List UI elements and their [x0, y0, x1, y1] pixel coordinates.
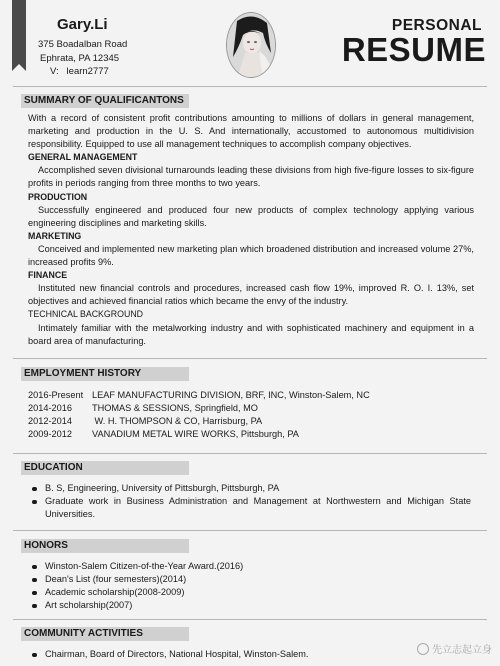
- list-item: Dean's List (four semesters)(2014): [29, 573, 471, 586]
- employment-row: 2014-2016 THOMAS & SESSIONS, Springfield, MO: [28, 403, 258, 414]
- divider: [13, 86, 487, 87]
- bookmark-ribbon: [12, 0, 26, 64]
- summary-subheading: FINANCE: [28, 270, 68, 281]
- summary-paragraph: Conceived and implemented new marketing plan which broadened distribution and increased volume 27%, increased profits 9%.: [28, 243, 474, 268]
- section-heading-employment: EMPLOYMENT HISTORY: [21, 367, 189, 381]
- list-item: Chairman, Board of Directors, National Hospital, Winston-Salem.: [29, 648, 471, 661]
- summary-body: [28, 112, 474, 348]
- profile-photo: [226, 12, 276, 78]
- list-item: B. S, Engineering, University of Pittsburgh, Pittsburgh, PA: [29, 482, 471, 495]
- address-line-1: 375 Boadalban Road: [38, 39, 128, 50]
- summary-subheading: MARKETING: [28, 230, 82, 241]
- section-heading-education: EDUCATION: [21, 461, 189, 475]
- community-list: [29, 648, 471, 661]
- divider: [13, 358, 487, 359]
- list-item: Art scholarship(2007): [29, 599, 471, 612]
- honors-list: [29, 560, 471, 612]
- resume-title-small: PERSONAL: [391, 17, 482, 34]
- watermark-logo-icon: [417, 643, 429, 655]
- summary-intro: With a record of consistent profit contributions amounting to millions of dollars in general management, marketing and production in the U. S. And internationally, accustomed to autonomous multidivision responsibility. Equipped to use all management techniques to accomplish company objectives.: [28, 113, 474, 150]
- contact-line: V: learn2777: [50, 66, 109, 77]
- section-heading-community: COMMUNITY ACTIVITIES: [21, 627, 189, 641]
- address-line-2: Ephrata, PA 12345: [40, 52, 120, 64]
- summary-paragraph: Accomplished seven divisional turnarounds leading these divisions from high five-figure losses to six-figure profits in periods ranging from three months to two years.: [28, 165, 474, 189]
- divider: [13, 453, 487, 454]
- employment-row: 2012-2014 W. H. THOMPSON & CO, Harrisburg, PA: [28, 416, 263, 427]
- summary-paragraph: Successfully engineered and produced four new products of complex technology applying various engineering disciplines and marketing skills.: [28, 204, 474, 228]
- summary-paragraph: Instituted new financial controls and procedures, increased cash flow 19%, improved R. O. I. 13%, set objectives and achieved financial ratios which became the envy of the industry.: [28, 283, 474, 307]
- divider: [13, 619, 487, 620]
- section-heading-honors: HONORS: [21, 539, 189, 553]
- list-item: Academic scholarship(2008-2009): [29, 586, 471, 599]
- employment-list: [28, 389, 370, 441]
- watermark: 先立志起立身: [417, 641, 492, 656]
- resume-title-big: RESUME: [341, 31, 486, 68]
- candidate-name: Gary.Li: [57, 16, 108, 33]
- list-item: Graduate work in Business Administration and Management at Northwestern and Michigan State Universities.: [29, 495, 471, 521]
- summary-subheading: TECHNICAL BACKGROUND: [28, 309, 144, 320]
- summary-subheading: PRODUCTION: [28, 191, 88, 202]
- summary-subheading: GENERAL MANAGEMENT: [28, 152, 138, 163]
- section-heading-summary: SUMMARY OF QUALIFICANTONS: [21, 94, 189, 108]
- employment-row: 2009-2012 VANADIUM METAL WIRE WORKS, Pittsburgh, PA: [28, 429, 299, 440]
- divider: [13, 530, 487, 531]
- contact-block: [38, 38, 127, 79]
- employment-row: 2016-Present LEAF MANUFACTURING DIVISION, BRF, INC, Winston-Salem, NC: [28, 390, 370, 400]
- education-list: [29, 482, 471, 521]
- list-item: Winston-Salem Citizen-of-the-Year Award.(2016): [29, 560, 471, 573]
- summary-paragraph: Intimately familiar with the metalworking industry and with sophisticated machinery and equipment in a board area of manufacturing.: [28, 322, 474, 346]
